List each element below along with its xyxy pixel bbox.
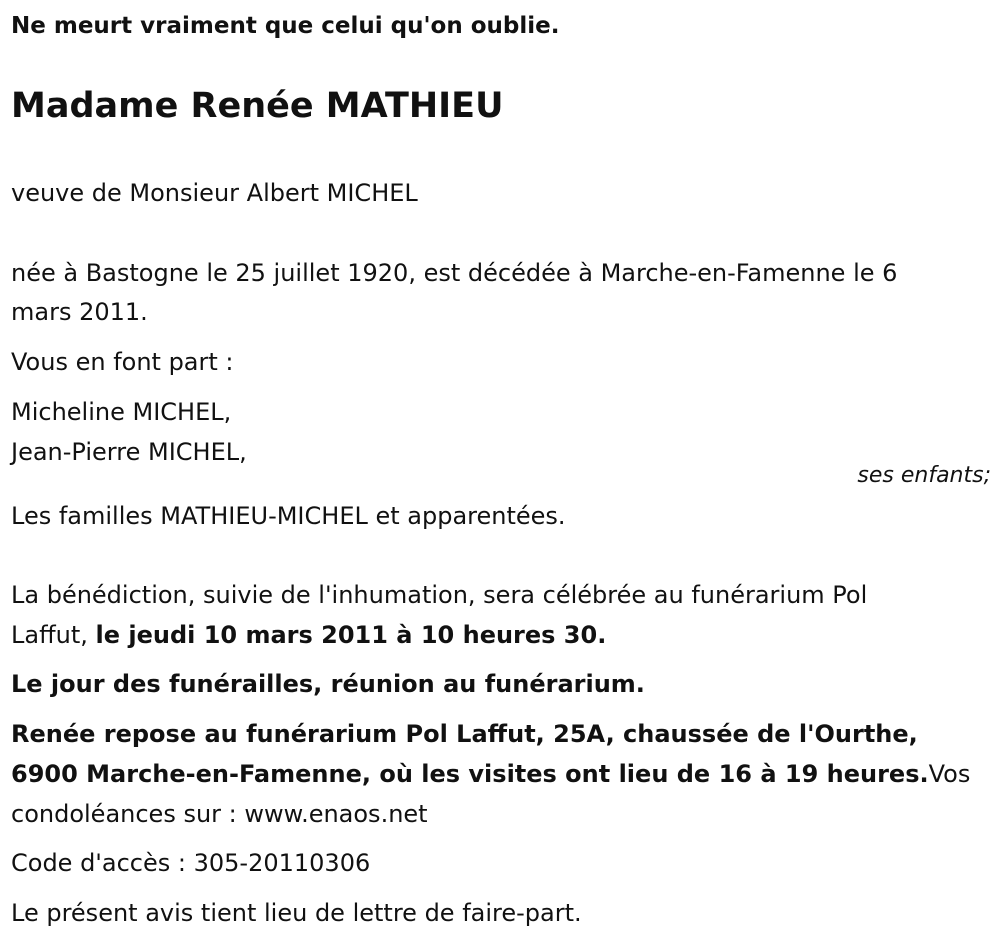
family-member: Micheline MICHEL, <box>11 398 232 426</box>
deceased-name: Madame Renée MATHIEU <box>11 86 504 126</box>
repose-line-2 <box>11 759 970 789</box>
children-label: ses enfants; <box>857 463 991 488</box>
access-code: Code d'accès : 305-20110306 <box>11 849 371 877</box>
repose-line-1: Renée repose au funérarium Pol Laffut, 25A, chaussée de l'Ourthe, <box>11 720 918 748</box>
ceremony-place-tail: Laffut, <box>11 621 96 649</box>
birth-death-line-1: née à Bastogne le 25 juillet 1920, est décédée à Marche-en-Famenne le 6 <box>11 259 898 287</box>
widow-of: veuve de Monsieur Albert MICHEL <box>11 179 418 207</box>
reunion-line: Le jour des funérailles, réunion au funérarium. <box>11 670 645 698</box>
condolences-link: condoléances sur : www.enaos.net <box>11 800 428 828</box>
quote: Ne meurt vraiment que celui qu'on oublie. <box>11 13 560 39</box>
families-line: Les familles MATHIEU-MICHEL et apparentées. <box>11 502 566 530</box>
footer-note: Le présent avis tient lieu de lettre de faire-part. <box>11 899 582 927</box>
ceremony-line-2 <box>11 620 606 650</box>
ceremony-line-1: La bénédiction, suivie de l'inhumation, sera célébrée au funérarium Pol <box>11 581 868 609</box>
visiting-hours: 6900 Marche-en-Famenne, où les visites ont lieu de 16 à 19 heures. <box>11 760 929 788</box>
announce-intro: Vous en font part : <box>11 348 234 376</box>
ceremony-datetime: le jeudi 10 mars 2011 à 10 heures 30. <box>95 621 607 649</box>
family-member: Jean-Pierre MICHEL, <box>11 438 247 466</box>
condolences-prefix: Vos <box>928 760 971 788</box>
birth-death-line-2: mars 2011. <box>11 298 148 326</box>
